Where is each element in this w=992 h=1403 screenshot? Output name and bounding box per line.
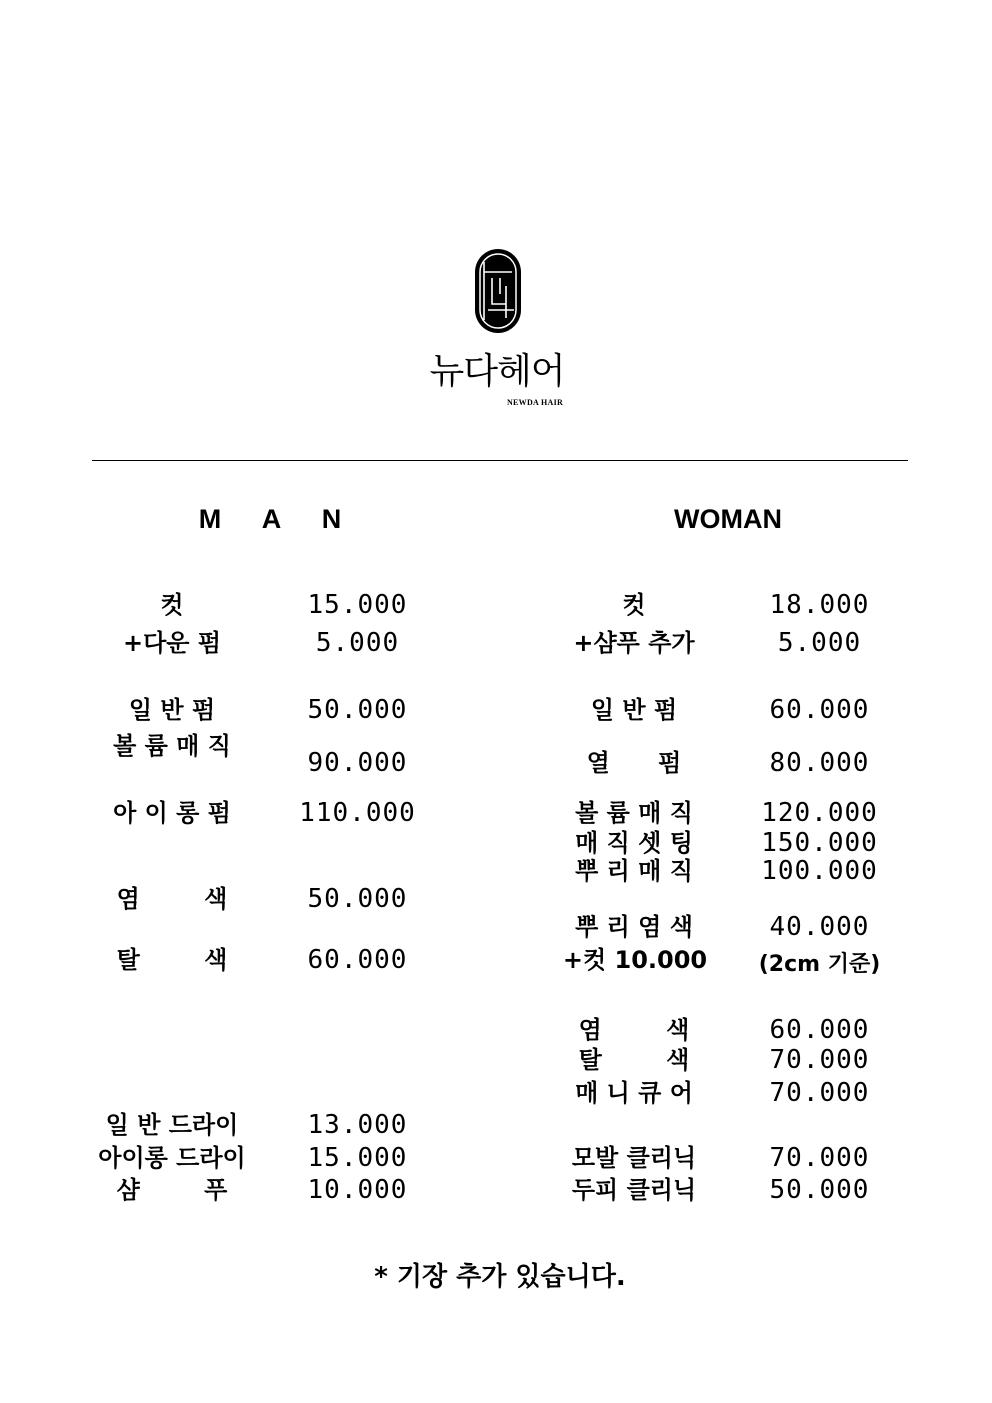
woman-price-cut: 18.000: [769, 590, 870, 620]
woman-item-heat-perm: 열 펌: [586, 749, 682, 777]
woman-item-basic-perm: 일 반 펌: [590, 696, 678, 724]
woman-price-shampoo-add: 5.000: [777, 628, 862, 658]
woman-item-magic-setting: 매 직 셋 팅: [575, 829, 693, 857]
woman-price-manicure: 70.000: [769, 1078, 870, 1108]
man-item-down-perm: +다운 펌: [122, 629, 222, 657]
woman-item-manicure: 매 니 큐 어: [575, 1079, 693, 1107]
man-item-shampoo: 샴 푸: [116, 1176, 228, 1204]
man-item-bleach: 탈 색: [116, 946, 228, 974]
woman-item-hair-clinic: 모발 클리닉: [571, 1144, 697, 1172]
woman-item-cut-add: +컷 10.000: [562, 946, 708, 974]
man-item-dye: 염 색: [116, 885, 228, 913]
woman-item-dye: 염 색: [578, 1016, 690, 1044]
woman-price-hair-clinic: 70.000: [769, 1143, 870, 1173]
woman-price-root-magic: 100.000: [761, 856, 878, 886]
man-price-cut: 15.000: [307, 590, 408, 620]
man-item-iron-perm: 아 이 롱 펌: [113, 799, 231, 827]
header-divider: [92, 460, 908, 461]
woman-item-cut: 컷: [622, 591, 646, 619]
woman-item-shampoo-add: +샴푸 추가: [573, 629, 695, 657]
woman-price-magic-setting: 150.000: [761, 828, 878, 858]
woman-heading: WOMAN: [674, 504, 782, 534]
woman-price-heat-perm: 80.000: [769, 748, 870, 778]
woman-price-scalp-clinic: 50.000: [769, 1175, 870, 1205]
man-price-down-perm: 5.000: [315, 628, 400, 658]
man-price-basic-perm: 50.000: [307, 695, 408, 725]
woman-price-dye: 60.000: [769, 1015, 870, 1045]
woman-price-root-dye: 40.000: [769, 912, 870, 942]
woman-item-root-magic: 뿌 리 매 직: [575, 857, 693, 885]
man-price-iron-perm: 110.000: [299, 798, 416, 828]
woman-note-length-basis: (2cm 기준): [758, 952, 881, 977]
man-price-dye: 50.000: [307, 884, 408, 914]
man-price-iron-dry: 15.000: [307, 1143, 408, 1173]
woman-item-volume-magic: 볼 륨 매 직: [575, 799, 693, 827]
man-item-iron-dry: 아이롱 드라이: [98, 1144, 246, 1172]
brand-name: 뉴다헤어: [429, 351, 565, 392]
brand-name-english: NEWDA HAIR: [506, 398, 564, 407]
man-price-volume-magic: 90.000: [307, 748, 408, 778]
woman-item-scalp-clinic: 두피 클리닉: [571, 1176, 697, 1204]
newda-hair-logo-icon: [474, 248, 522, 334]
man-item-basic-perm: 일 반 펌: [128, 696, 216, 724]
man-heading: M A N: [198, 504, 342, 534]
man-price-shampoo: 10.000: [307, 1175, 408, 1205]
woman-price-bleach: 70.000: [769, 1045, 870, 1075]
man-price-basic-dry: 13.000: [307, 1110, 408, 1140]
woman-price-basic-perm: 60.000: [769, 695, 870, 725]
man-item-cut: 컷: [160, 591, 184, 619]
man-item-volume-magic: 볼 륨 매 직: [113, 732, 231, 760]
woman-item-bleach: 탈 색: [578, 1046, 690, 1074]
woman-price-volume-magic: 120.000: [761, 798, 878, 828]
length-surcharge-note: * 기장 추가 있습니다.: [374, 1262, 626, 1292]
man-item-basic-dry: 일 반 드라이: [105, 1111, 239, 1139]
woman-item-root-dye: 뿌 리 염 색: [575, 913, 693, 941]
man-price-bleach: 60.000: [307, 945, 408, 975]
